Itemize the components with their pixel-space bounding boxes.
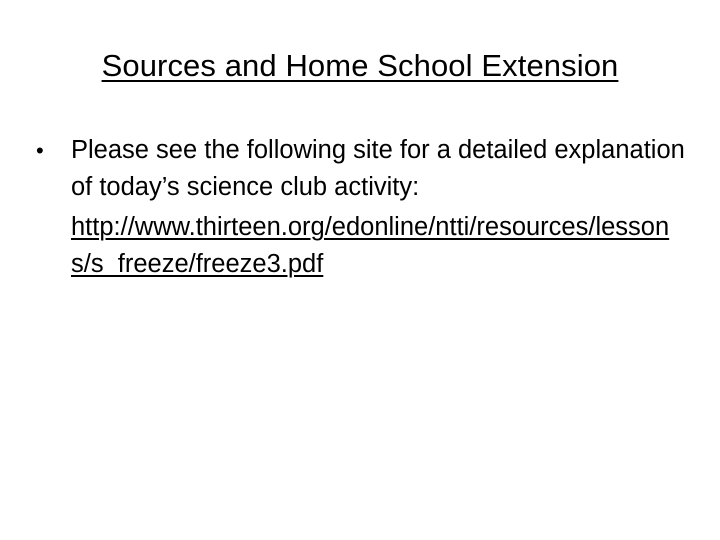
bullet-text: Please see the following site for a detailed explanation of today’s science club activity: [71, 136, 685, 201]
slide-title: Sources and Home School Extension [101, 48, 619, 83]
bullet-item [36, 132, 686, 283]
source-link[interactable]: http://www.thirteen.org/edonline/ntti/resources/lessons/s_freeze/freeze3.pdf [71, 213, 670, 278]
bullet-marker: • [36, 138, 44, 163]
bullet-list [36, 132, 686, 283]
